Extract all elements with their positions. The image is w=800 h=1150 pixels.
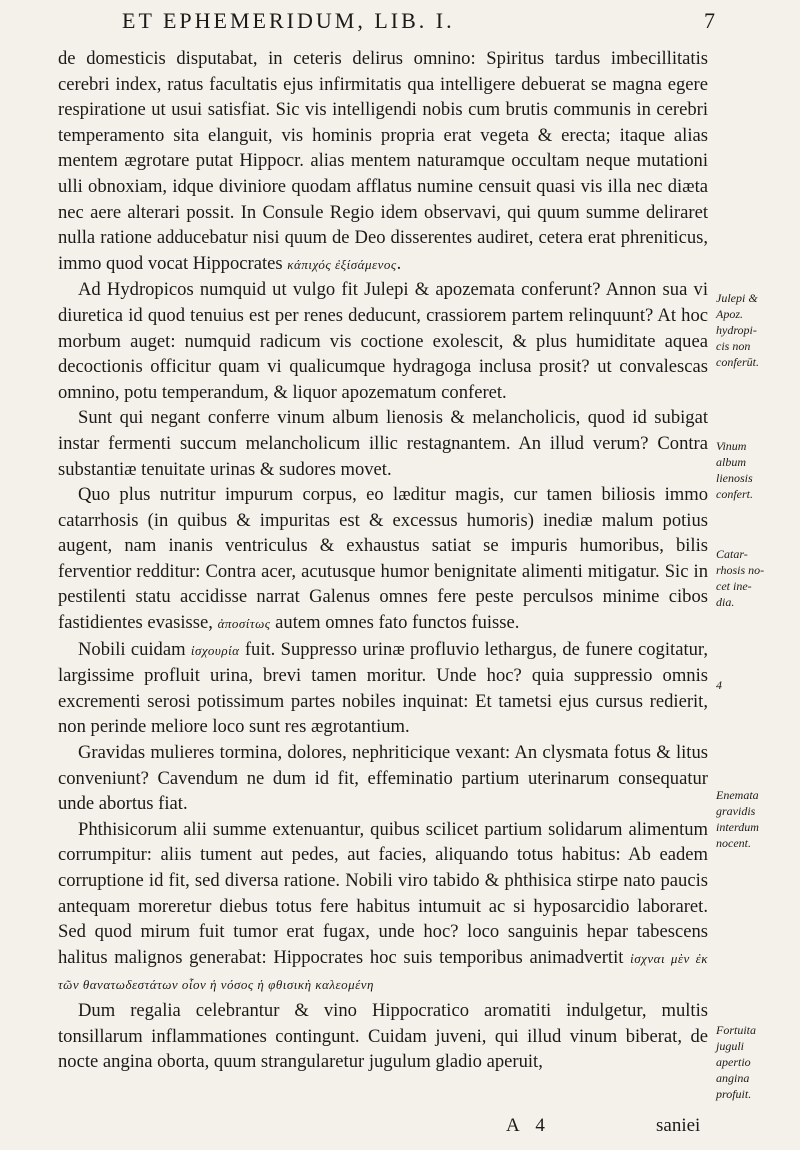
main-text-block (58, 46, 708, 1075)
marginal-note-m4 (716, 677, 798, 693)
paragraph-p4 (58, 482, 708, 637)
marginal-note-line: lienosis (716, 471, 753, 485)
text-run: de domesticis disputabat, in ceteris delirus omnino: Spiritus tardus imbecillitatis cerebri index, ratus facultatis ejus infirmitatis qua intelligere debuerat se magna egere respiratione ut usui satisfiat. Sic vis intelligendi nobis cum brutis communis in cerebri temperamento sita elanguit, vis hominis propria erat vegeta & erecta; itaque alias mentem ægrotare putat Hippocr. alias mentem naturamque occultam neque mutationi ulli obnoxiam, idque diviniore quodam afflatus numine censuit quasi vis illa nec diæta nec aere alterari possit. In Consule Regio idem observavi, qui quum summe deliraret nulla ratione adducebatur nisi quum de Deo disserentes audiret, cetera erat phreniticus, immo quod vocat Hippocrates (58, 48, 708, 274)
marginal-note-line: Fortuita (716, 1023, 757, 1037)
marginal-note-line: cet ine- (716, 579, 752, 593)
marginal-note-line: nocent. (716, 836, 751, 850)
marginal-note-line: album (716, 455, 746, 469)
marginal-note-line: apertio (716, 1055, 751, 1069)
marginal-note-line: Vinum (716, 439, 747, 453)
text-run: Dum regalia celebrantur & vino Hippocratico aromatiti indulgetur, multis tonsillarum inflammationes contingunt. Cuidam juveni, qui illud vinum biberat, de nocte angina oborta, quum strangularetur jugulum gladio aperuit, (58, 999, 708, 1073)
text-run: Ad Hydropicos numquid ut vulgo fit Julepi & apozemata conferunt? Annon sua vi diuretica id quod tenuius est per renes deducunt, crassiorem partem relinquunt? At hoc morbum auget: numquid radicum vis coctione exolescit, & plus humiditate aquea decoctionis officitur quam vi qualicumque hydragoga inclusa prosit? ut convalescas omnino, potu temperandum, & liquor apozematum conferet. (58, 279, 708, 403)
paragraph-p8 (58, 998, 708, 1075)
marginal-note-line: 4 (716, 678, 722, 692)
text-run: Quo plus nutritur impurum corpus, eo læditur magis, cur tamen biliosis immo catarrhosis (in quibus & impuritas est & excessus humoris) inediæ malum potius augent, nam inanis ventriculus & exhaustus satiat se impuris humoribus, bilis ferventior redditur: Contra acer, acutusque humor benignitate alimenti mitigatur. Sic in pestilenti statu accidisse narrat Galenus omnes fere peste perculsos minime cibos fastidientes evasisse, (58, 484, 708, 634)
text-run: Sunt qui negant conferre vinum album lienosis & melancholicis, quod id subigat instar fermenti succum melancholicum illic restagnantem. An illud verum? Contra substantiæ tenuitate urinas & sudores movet. (58, 407, 708, 480)
marginal-note-line: profuit. (716, 1087, 752, 1101)
greek-quotation: ἀποσίτως (217, 616, 271, 632)
marginal-note-line: confert. (716, 487, 753, 501)
greek-quotation: κάπιχός ἐξίσάμενος (287, 256, 397, 272)
marginal-note-line: Catar- (716, 547, 748, 561)
marginal-note-m1 (716, 290, 798, 370)
catchword: saniei (656, 1115, 701, 1136)
paragraph-p5 (58, 637, 708, 740)
marginal-note-line: dia. (716, 595, 735, 609)
marginal-note-line: juguli (716, 1039, 745, 1053)
marginal-note-line: Julepi & (716, 291, 758, 305)
marginal-note-line: gravidis (716, 804, 756, 818)
marginal-note-m3 (716, 546, 798, 610)
page-number: 7 (704, 8, 718, 33)
text-run: fuit. Suppresso urinæ profluvio lethargus, de funere cogitatur, largissime profluit urina, brevi tamen moritur. Unde hoc? quia suppressio omnis excrementi serosi potissimum partes nobiles inquinat: Et tametsi ejus cursus redierit, non perinde meliore loco sunt res ægrotantium. (58, 638, 708, 738)
paragraph-p6 (58, 740, 708, 817)
paragraph-p3 (58, 405, 708, 482)
marginal-note-line: rhosis no- (716, 563, 765, 577)
marginal-note-m2 (716, 438, 798, 502)
running-title: ET EPHEMERIDUM, LIB. I. (122, 8, 455, 33)
running-header (60, 8, 720, 42)
marginal-note-line: angina (716, 1071, 750, 1085)
greek-quotation: ἰσχουρία (190, 642, 240, 658)
text-run: Phthisicorum alii summe extenuantur, quibus scilicet partium solidarum alimentum corrumpitur: aliis tument aut pedes, aut facies, aliquando totus habitus: Ab eadem corruptione id fit, sed diversa ratione. Nobili viro tabido & phthisica stirpe nato paucis antequam moreretur diebus totus fere habitus intumuit ac si hyposarcidio laboraret. Sed quod mirum fuit tumor erat fugax, unde hoc? loco sanguinis hepar tabescens halitus malignos generabat: Hippocrates hoc suis temporibus animadvertit (58, 818, 708, 968)
marginal-note-line: hydropi- (716, 323, 757, 337)
marginal-note-line: conferūt. (716, 355, 759, 369)
marginal-note-line: interdum (716, 820, 759, 834)
paragraph-p7 (58, 817, 708, 998)
marginal-note-line: Enemata (716, 788, 759, 802)
text-run: Gravidas mulieres tormina, dolores, nephriticique vexant: An clysmata fotus & litus conveniunt? Cavendum ne dum id fit, effeminatio partium uterinarum consequatur unde abortus fiat. (58, 742, 708, 815)
text-run: . (396, 252, 402, 274)
signature-mark: A 4 (506, 1115, 551, 1136)
text-run: autem omnes fato functos fuisse. (270, 612, 520, 634)
marginal-note-m6 (716, 1022, 798, 1102)
text-run: Nobili cuidam (78, 638, 191, 660)
paragraph-p2 (58, 277, 708, 405)
marginal-note-line: Apoz. (716, 307, 743, 321)
marginal-note-line: cis non (716, 339, 751, 353)
marginal-note-m5 (716, 787, 798, 851)
greek-quotation: ἰσχναι μὲν ἐκ τῶν θανατωδεστάτων οἷον ἡ νόσος ἡ φθισικὴ καλεομένη (58, 950, 708, 993)
paragraph-p1 (58, 46, 708, 277)
